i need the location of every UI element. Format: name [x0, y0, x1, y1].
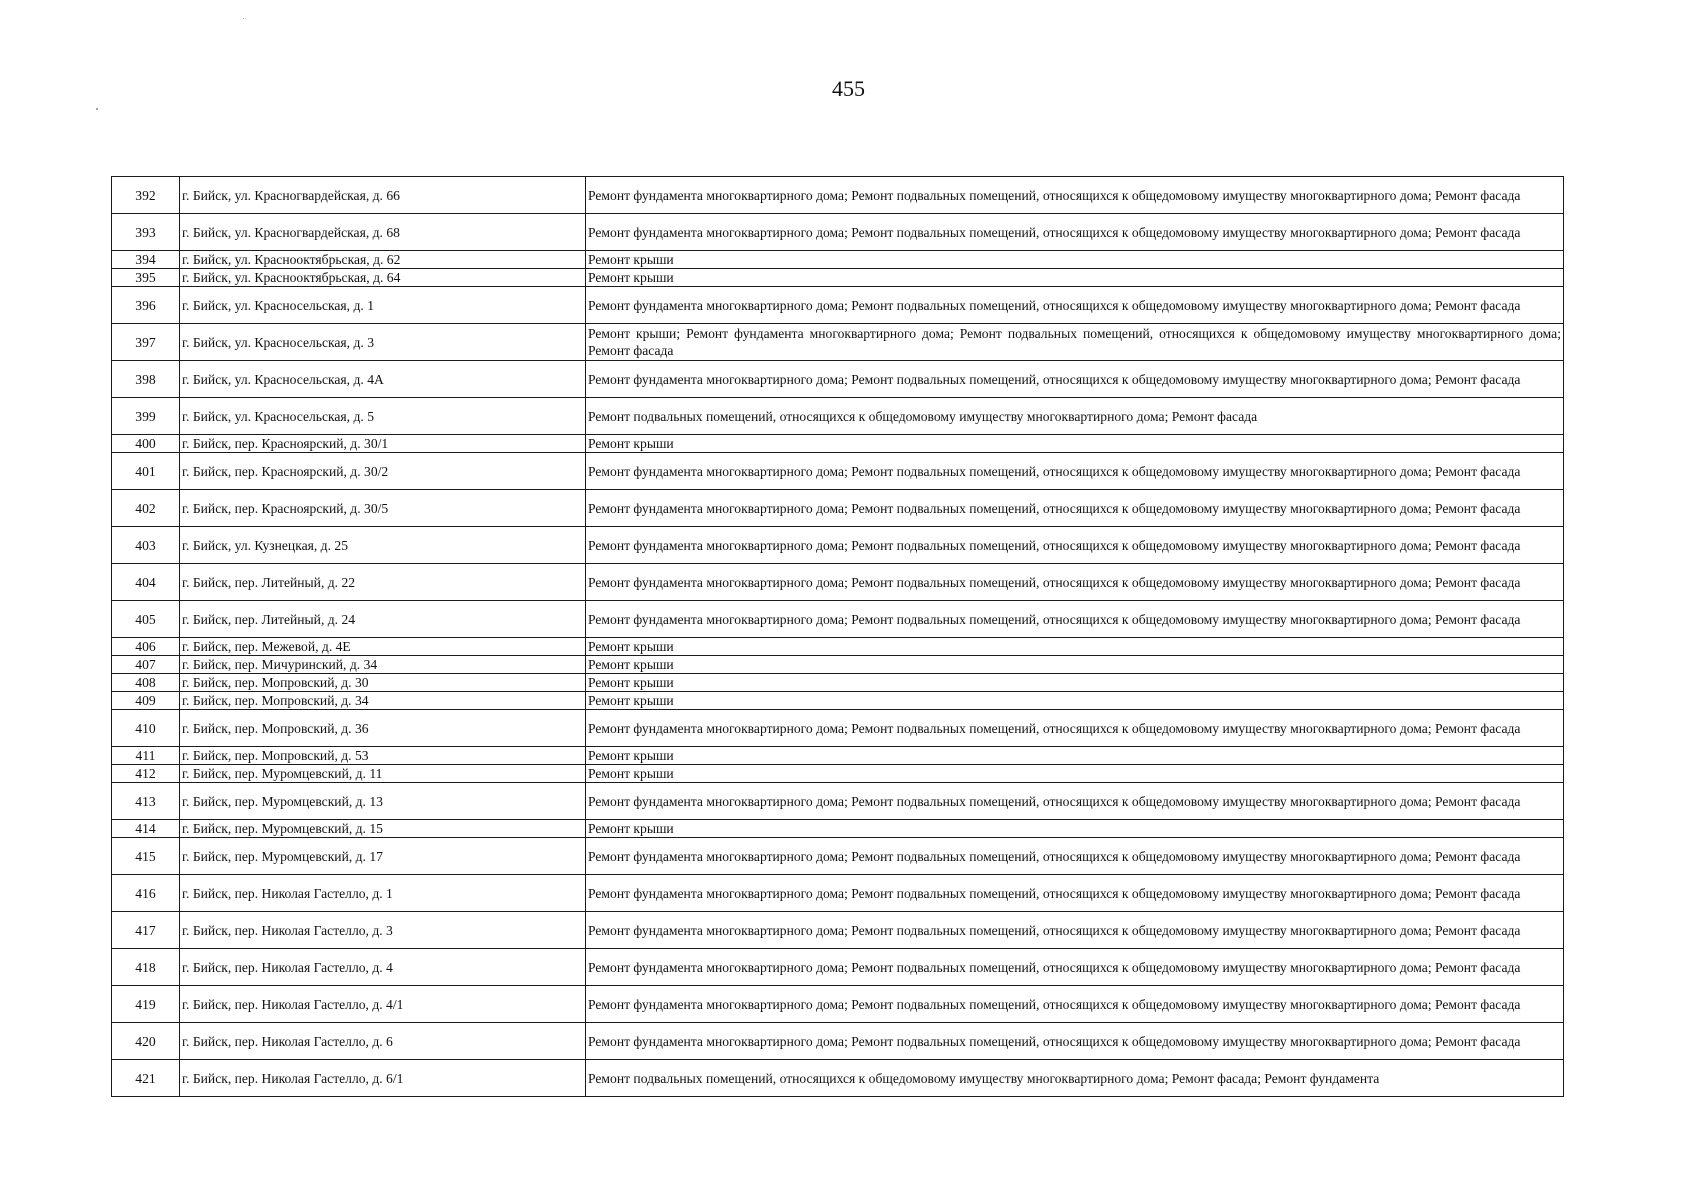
table-row: [112, 912, 1564, 949]
scan-speck: [243, 18, 244, 19]
address-cell: г. Бийск, ул. Красногвардейская, д. 68: [180, 214, 586, 251]
address-cell: г. Бийск, пер. Николая Гастелло, д. 4/1: [180, 986, 586, 1023]
address-cell: г. Бийск, пер. Межевой, д. 4Е: [180, 638, 586, 656]
table-row: [112, 1023, 1564, 1060]
row-number-cell: 399: [112, 398, 180, 435]
repair-works-cell: Ремонт фундамента многоквартирного дома; Ремонт подвальных помещений, относящихся к общедомовому имуществу многоквартирного дома; Ремонт фасада: [586, 214, 1564, 251]
address-cell: г. Бийск, пер. Николая Гастелло, д. 6: [180, 1023, 586, 1060]
row-number-cell: 396: [112, 287, 180, 324]
row-number-cell: 400: [112, 435, 180, 453]
address-cell: г. Бийск, пер. Мопровский, д. 53: [180, 747, 586, 765]
row-number-cell: 403: [112, 527, 180, 564]
table-row: [112, 324, 1564, 361]
repair-works-cell: Ремонт крыши: [586, 692, 1564, 710]
table-row: [112, 398, 1564, 435]
address-cell: г. Бийск, пер. Красноярский, д. 30/1: [180, 435, 586, 453]
table-row: [112, 527, 1564, 564]
row-number-cell: 398: [112, 361, 180, 398]
row-number-cell: 402: [112, 490, 180, 527]
address-cell: г. Бийск, пер. Мопровский, д. 36: [180, 710, 586, 747]
repair-works-cell: Ремонт фундамента многоквартирного дома; Ремонт подвальных помещений, относящихся к общедомовому имуществу многоквартирного дома; Ремонт фасада: [586, 177, 1564, 214]
address-cell: г. Бийск, ул. Кузнецкая, д. 25: [180, 527, 586, 564]
repair-works-cell: Ремонт крыши: [586, 656, 1564, 674]
page-number: 455: [832, 76, 865, 101]
table-row: [112, 783, 1564, 820]
repair-works-cell: Ремонт крыши: [586, 747, 1564, 765]
address-cell: г. Бийск, ул. Красногвардейская, д. 66: [180, 177, 586, 214]
repair-works-cell: Ремонт крыши: [586, 435, 1564, 453]
repair-works-cell: Ремонт подвальных помещений, относящихся к общедомовому имуществу многоквартирного дома; Ремонт фасада; Ремонт фундамента: [586, 1060, 1564, 1097]
row-number-cell: 404: [112, 564, 180, 601]
repair-works-cell: Ремонт крыши: [586, 269, 1564, 287]
row-number-cell: 393: [112, 214, 180, 251]
address-cell: г. Бийск, пер. Николая Гастелло, д. 6/1: [180, 1060, 586, 1097]
table-row: [112, 601, 1564, 638]
address-cell: г. Бийск, пер. Муромцевский, д. 15: [180, 820, 586, 838]
repair-works-cell: Ремонт фундамента многоквартирного дома; Ремонт подвальных помещений, относящихся к общедомовому имуществу многоквартирного дома; Ремонт фасада: [586, 490, 1564, 527]
repair-works-cell: Ремонт фундамента многоквартирного дома; Ремонт подвальных помещений, относящихся к общедомовому имуществу многоквартирного дома; Ремонт фасада: [586, 783, 1564, 820]
repair-works-cell: Ремонт фундамента многоквартирного дома; Ремонт подвальных помещений, относящихся к общедомовому имуществу многоквартирного дома; Ремонт фасада: [586, 838, 1564, 875]
row-number-cell: 412: [112, 765, 180, 783]
row-number-cell: 420: [112, 1023, 180, 1060]
table-row: [112, 765, 1564, 783]
table-row: [112, 638, 1564, 656]
row-number-cell: 394: [112, 251, 180, 269]
address-cell: г. Бийск, пер. Муромцевский, д. 13: [180, 783, 586, 820]
table-row: [112, 1060, 1564, 1097]
address-cell: г. Бийск, пер. Красноярский, д. 30/5: [180, 490, 586, 527]
row-number-cell: 421: [112, 1060, 180, 1097]
row-number-cell: 418: [112, 949, 180, 986]
table-row: [112, 820, 1564, 838]
repair-works-cell: Ремонт фундамента многоквартирного дома; Ремонт подвальных помещений, относящихся к общедомовому имуществу многоквартирного дома; Ремонт фасада: [586, 912, 1564, 949]
repair-works-cell: Ремонт фундамента многоквартирного дома; Ремонт подвальных помещений, относящихся к общедомовому имуществу многоквартирного дома; Ремонт фасада: [586, 527, 1564, 564]
repair-works-cell: Ремонт фундамента многоквартирного дома; Ремонт подвальных помещений, относящихся к общедомовому имуществу многоквартирного дома; Ремонт фасада: [586, 564, 1564, 601]
table-row: [112, 564, 1564, 601]
repair-works-cell: Ремонт крыши: [586, 674, 1564, 692]
row-number-cell: 406: [112, 638, 180, 656]
row-number-cell: 409: [112, 692, 180, 710]
table-row: [112, 490, 1564, 527]
row-number-cell: 414: [112, 820, 180, 838]
row-number-cell: 419: [112, 986, 180, 1023]
address-cell: г. Бийск, пер. Мопровский, д. 30: [180, 674, 586, 692]
table-row: [112, 949, 1564, 986]
address-cell: г. Бийск, ул. Красносельская, д. 5: [180, 398, 586, 435]
address-cell: г. Бийск, пер. Мопровский, д. 34: [180, 692, 586, 710]
table-row: [112, 656, 1564, 674]
address-cell: г. Бийск, ул. Краснооктябрьская, д. 64: [180, 269, 586, 287]
table-row: [112, 214, 1564, 251]
repair-works-cell: Ремонт фундамента многоквартирного дома; Ремонт подвальных помещений, относящихся к общедомовому имуществу многоквартирного дома; Ремонт фасада: [586, 453, 1564, 490]
registry-body: [112, 177, 1564, 1097]
address-cell: г. Бийск, пер. Литейный, д. 24: [180, 601, 586, 638]
row-number-cell: 407: [112, 656, 180, 674]
address-cell: г. Бийск, пер. Николая Гастелло, д. 1: [180, 875, 586, 912]
row-number-cell: 405: [112, 601, 180, 638]
address-cell: г. Бийск, ул. Красносельская, д. 3: [180, 324, 586, 361]
scan-speck: [96, 108, 98, 110]
repair-works-cell: Ремонт крыши: [586, 251, 1564, 269]
repair-works-cell: Ремонт крыши; Ремонт фундамента многоквартирного дома; Ремонт подвальных помещений, относящихся к общедомовому имуществу многоквартирного дома; Ремонт фасада: [586, 324, 1564, 361]
repair-works-cell: Ремонт фундамента многоквартирного дома; Ремонт подвальных помещений, относящихся к общедомовому имуществу многоквартирного дома; Ремонт фасада: [586, 287, 1564, 324]
address-cell: г. Бийск, пер. Николая Гастелло, д. 3: [180, 912, 586, 949]
table-row: [112, 453, 1564, 490]
row-number-cell: 411: [112, 747, 180, 765]
row-number-cell: 397: [112, 324, 180, 361]
row-number-cell: 416: [112, 875, 180, 912]
row-number-cell: 395: [112, 269, 180, 287]
table-row: [112, 269, 1564, 287]
table-row: [112, 251, 1564, 269]
repair-works-cell: Ремонт фундамента многоквартирного дома; Ремонт подвальных помещений, относящихся к общедомовому имуществу многоквартирного дома; Ремонт фасада: [586, 875, 1564, 912]
table-row: [112, 692, 1564, 710]
repair-works-cell: Ремонт фундамента многоквартирного дома; Ремонт подвальных помещений, относящихся к общедомовому имуществу многоквартирного дома; Ремонт фасада: [586, 361, 1564, 398]
row-number-cell: 410: [112, 710, 180, 747]
repair-works-cell: Ремонт фундамента многоквартирного дома; Ремонт подвальных помещений, относящихся к общедомовому имуществу многоквартирного дома; Ремонт фасада: [586, 601, 1564, 638]
repair-works-cell: Ремонт крыши: [586, 638, 1564, 656]
table-row: [112, 710, 1564, 747]
table-row: [112, 838, 1564, 875]
repair-works-cell: Ремонт фундамента многоквартирного дома; Ремонт подвальных помещений, относящихся к общедомовому имуществу многоквартирного дома; Ремонт фасада: [586, 949, 1564, 986]
repair-works-cell: Ремонт фундамента многоквартирного дома; Ремонт подвальных помещений, относящихся к общедомовому имуществу многоквартирного дома; Ремонт фасада: [586, 1023, 1564, 1060]
table-row: [112, 361, 1564, 398]
table-row: [112, 875, 1564, 912]
repair-works-cell: Ремонт крыши: [586, 765, 1564, 783]
repair-works-cell: Ремонт фундамента многоквартирного дома; Ремонт подвальных помещений, относящихся к общедомовому имуществу многоквартирного дома; Ремонт фасада: [586, 710, 1564, 747]
repair-works-cell: Ремонт крыши: [586, 820, 1564, 838]
row-number-cell: 392: [112, 177, 180, 214]
table-row: [112, 287, 1564, 324]
repair-works-cell: Ремонт фундамента многоквартирного дома; Ремонт подвальных помещений, относящихся к общедомовому имуществу многоквартирного дома; Ремонт фасада: [586, 986, 1564, 1023]
row-number-cell: 415: [112, 838, 180, 875]
address-cell: г. Бийск, ул. Краснооктябрьская, д. 62: [180, 251, 586, 269]
address-cell: г. Бийск, пер. Красноярский, д. 30/2: [180, 453, 586, 490]
repair-registry-table: [111, 176, 1564, 1097]
row-number-cell: 401: [112, 453, 180, 490]
address-cell: г. Бийск, ул. Красносельская, д. 4А: [180, 361, 586, 398]
table-row: [112, 674, 1564, 692]
table-row: [112, 986, 1564, 1023]
row-number-cell: 417: [112, 912, 180, 949]
address-cell: г. Бийск, пер. Литейный, д. 22: [180, 564, 586, 601]
address-cell: г. Бийск, ул. Красносельская, д. 1: [180, 287, 586, 324]
row-number-cell: 408: [112, 674, 180, 692]
address-cell: г. Бийск, пер. Мичуринский, д. 34: [180, 656, 586, 674]
table-row: [112, 747, 1564, 765]
address-cell: г. Бийск, пер. Муромцевский, д. 17: [180, 838, 586, 875]
table-row: [112, 177, 1564, 214]
row-number-cell: 413: [112, 783, 180, 820]
repair-works-cell: Ремонт подвальных помещений, относящихся к общедомовому имуществу многоквартирного дома; Ремонт фасада: [586, 398, 1564, 435]
address-cell: г. Бийск, пер. Николая Гастелло, д. 4: [180, 949, 586, 986]
address-cell: г. Бийск, пер. Муромцевский, д. 11: [180, 765, 586, 783]
table-row: [112, 435, 1564, 453]
